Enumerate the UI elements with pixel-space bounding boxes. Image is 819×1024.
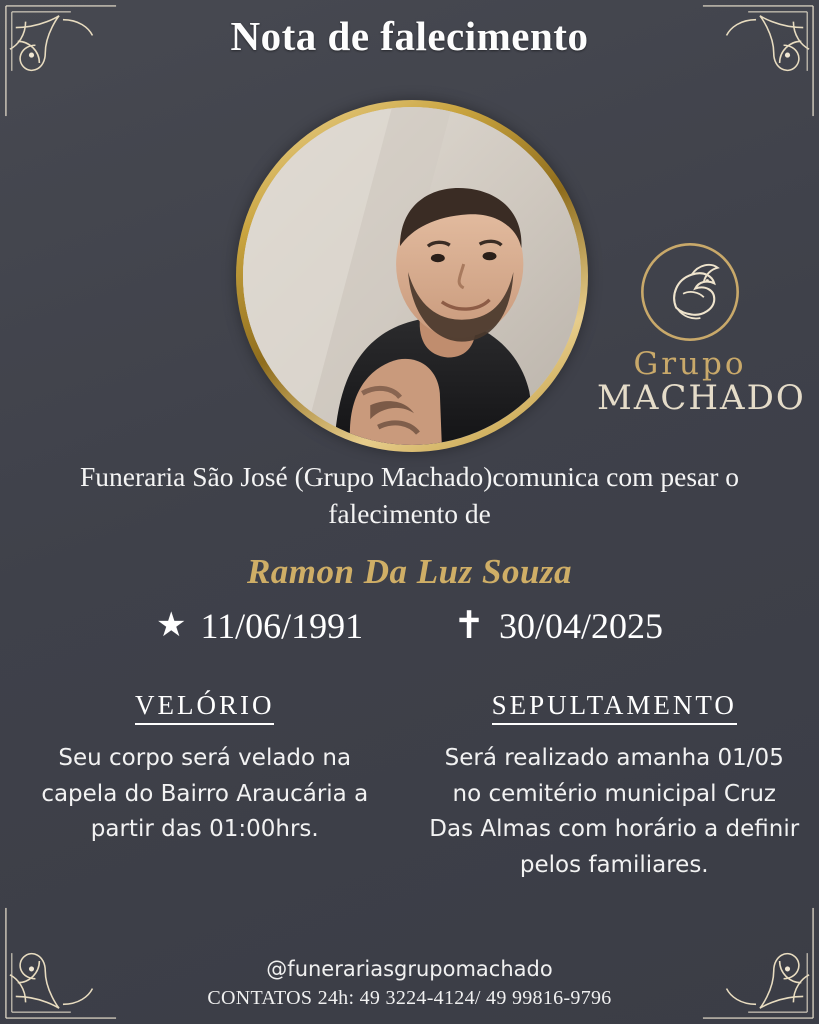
star-icon: ★ — [155, 607, 187, 644]
death-date — [453, 605, 663, 647]
death-date-value: 30/04/2025 — [498, 606, 663, 646]
dove-icon — [638, 240, 742, 344]
page-title: Nota de falecimento — [230, 13, 589, 59]
wake-text: Seu corpo será velado na capela do Bairro Araucária a partir das 01:00hrs. — [41, 745, 369, 843]
contact-phones: CONTATOS 24h: 49 3224-4124/ 49 99816-9796 — [207, 987, 612, 1009]
company-logo — [597, 240, 806, 418]
footer — [0, 957, 819, 1010]
burial-text: Será realizado amanha 01/05 no cemitério municipal Cruz Das Almas com horário a definir pelos familiares. — [429, 745, 800, 878]
wake-section — [0, 690, 410, 884]
life-dates — [0, 605, 819, 647]
wake-heading: VELÓRIO — [135, 690, 274, 725]
logo-text-machado: MACHADO — [597, 378, 806, 418]
portrait-frame — [236, 100, 588, 452]
announcement-text: Funeraria São José (Grupo Machado)comunica com pesar o falecimento de — [79, 461, 740, 530]
burial-heading: SEPULTAMENTO — [492, 690, 737, 725]
logo-text-grupo: Grupo — [633, 346, 747, 382]
service-details — [0, 690, 819, 884]
birth-date — [156, 605, 363, 647]
burial-section — [410, 690, 819, 884]
social-handle: @funerariasgrupomachado — [266, 957, 553, 981]
deceased-name: Ramon Da Luz Souza — [246, 552, 573, 591]
cross-icon: ✝ — [453, 605, 485, 647]
birth-date-value: 11/06/1991 — [200, 606, 364, 646]
portrait-photo — [243, 107, 581, 445]
